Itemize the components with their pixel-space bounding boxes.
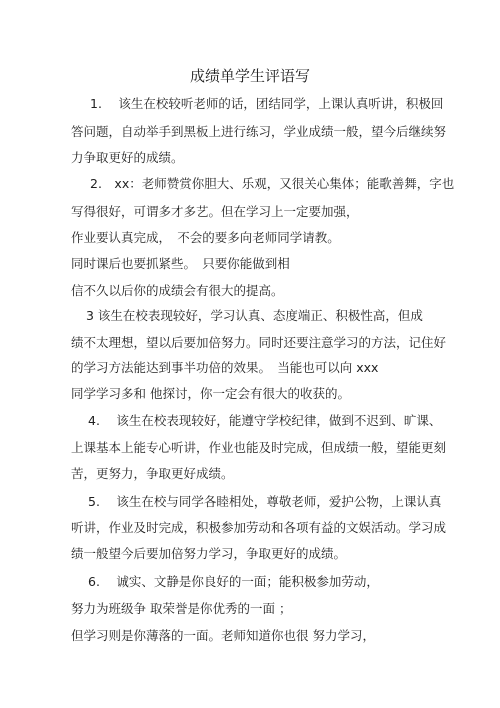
paragraph-2-line-4: 同时课后也要抓紧些。 只要你能做到相 xyxy=(71,256,290,271)
paragraph-6-line-1: 6. 诚实、文静是你良好的一面；能积极参加劳动， xyxy=(88,574,379,589)
paragraph-4-line-2: 上课基本上能专心听讲，作业也能及时完成，但成绩一般，望能更刻 xyxy=(71,440,447,455)
paragraph-4-line-1: 4. 该生在校表现较好，能遵守学校纪律，做到不迟到、旷课、 xyxy=(88,413,442,428)
paragraph-3-line-4: 同学学习多和 他探讨，你一定会有很大的收获的。 xyxy=(71,386,350,401)
paragraph-3-line-1: 3 该生在校表现较好，学习认真、态度端正、积极性高，但成 xyxy=(86,308,423,323)
paragraph-5-line-2: 听讲，作业及时完成，积极参加劳动和各项有益的文娱活动。学习成 xyxy=(71,520,447,535)
paragraph-4-line-3: 苦，更努力，争取更好成绩。 xyxy=(71,466,234,481)
paragraph-3-line-3: 的学习方法能达到事半功倍的效果。 当能也可以向 xxx xyxy=(71,360,379,375)
paragraph-1-line-3: 力争取更好的成绩。 xyxy=(71,150,184,165)
paragraph-2-line-2: 写得很好，可谓多才多艺。但在学习上一定要加强， xyxy=(71,204,359,219)
paragraph-5-line-1: 5. 该生在校与同学各睦相处，尊敬老师，爱护公物，上课认真 xyxy=(88,494,442,509)
paragraph-2-line-3: 作业要认真完成， 不会的要多向老师同学请教。 xyxy=(71,230,340,245)
paragraph-3-line-2: 绩不太理想，望以后要加倍努力。同时还要注意学习的方法，记住好 xyxy=(71,335,447,350)
paragraph-1-line-2: 答问题，自动举手到黑板上进行练习，学业成绩一般，望今后继续努 xyxy=(71,124,447,139)
paragraph-6-line-3: 但学习则是你薄落的一面。老师知道你也很 努力学习， xyxy=(71,628,375,643)
paragraph-6-line-2: 努力为班级争 取荣誉是你优秀的一面 ； xyxy=(71,601,292,616)
document-title: 成绩单学生评语写 xyxy=(189,67,310,85)
paragraph-1-line-1: 1. 该生在校较听老师的话，团结同学，上课认真听讲，积极回 xyxy=(90,96,444,111)
paragraph-2-line-1: 2. xx：老师赞赏你胆大、乐观，又很关心集体；能歌善舞，字也 xyxy=(90,176,455,191)
paragraph-5-line-3: 绩一般望今后要加倍努力学习，争取更好的成绩。 xyxy=(71,546,347,561)
paragraph-2-line-5: 信不久以后你的成绩会有很大的提高。 xyxy=(71,283,284,298)
